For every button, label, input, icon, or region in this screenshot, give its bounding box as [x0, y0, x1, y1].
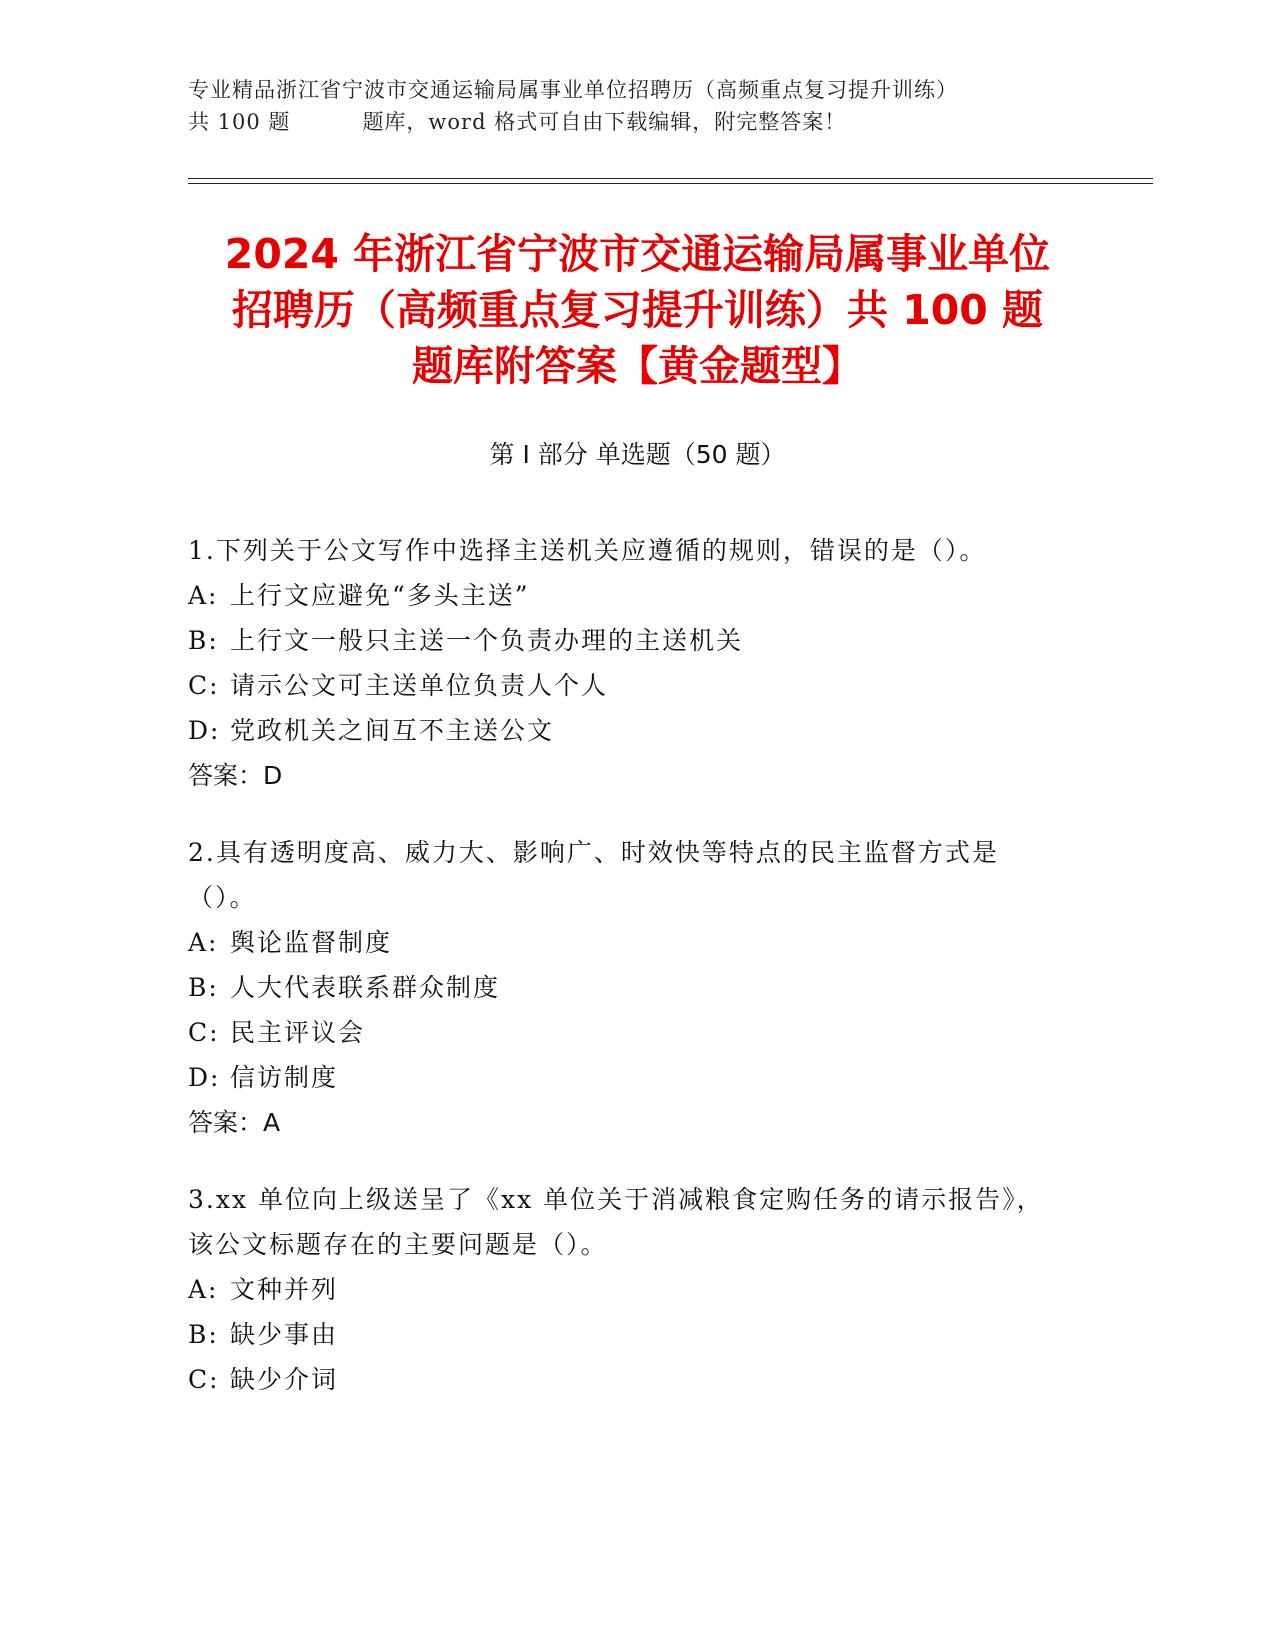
option-text: 上行文一般只主送一个负责办理的主送机关: [230, 626, 744, 655]
option-text: 上行文应避免“多头主送”: [230, 581, 530, 610]
header-line-1: 专业精品浙江省宁波市交通运输局属事业单位招聘历（高频重点复习提升训练）: [188, 78, 958, 102]
option-label: B:: [188, 973, 219, 1002]
title-line-2: 招聘历（高频重点复习提升训练）共 100 题: [231, 286, 1044, 334]
option-text: 信访制度: [230, 1063, 339, 1092]
answer-line: 答案：A: [188, 1108, 281, 1137]
option-text: 请示公文可主送单位负责人个人: [230, 671, 609, 700]
question-stem: 1.下列关于公文写作中选择主送机关应遵循的规则，错误的是（）。: [188, 536, 987, 565]
option-c: [188, 1357, 1058, 1402]
answer-line: 答案：D: [188, 761, 283, 790]
option-text: 党政机关之间互不主送公文: [230, 716, 555, 745]
question-list: [188, 528, 1058, 1434]
option-text: 文种并列: [230, 1275, 339, 1304]
header-description: 题库，word 格式可自由下载编辑，附完整答案！: [362, 110, 847, 134]
question-stem: 3.xx 单位向上级送呈了《xx 单位关于消减粮食定购任务的请示报告》，该公文标题存在的主要问题是（）。: [188, 1185, 1044, 1259]
document-header: [188, 74, 1088, 138]
option-text: 缺少事由: [230, 1320, 339, 1349]
option-label: D:: [188, 716, 221, 745]
option-text: 舆论监督制度: [230, 928, 393, 957]
header-question-count: 共 100 题: [188, 110, 291, 134]
option-a: [188, 1267, 1058, 1312]
option-label: C:: [188, 1365, 220, 1394]
option-label: A:: [188, 928, 219, 957]
document-title: [150, 226, 1125, 394]
option-c: [188, 663, 1058, 708]
question-stem: 2.具有透明度高、威力大、影响广、时效快等特点的民主监督方式是（）。: [188, 838, 999, 912]
option-label: A:: [188, 581, 219, 610]
option-label: C:: [188, 1018, 220, 1047]
option-c: [188, 1010, 1058, 1055]
question-item: [188, 528, 1058, 798]
option-a: [188, 920, 1058, 965]
question-item: [188, 830, 1058, 1145]
option-label: B:: [188, 626, 219, 655]
option-label: B:: [188, 1320, 219, 1349]
section-heading: 第 I 部分 单选题（50 题）: [489, 440, 786, 469]
option-label: A:: [188, 1275, 219, 1304]
header-line-2: [188, 106, 1088, 138]
option-d: [188, 708, 1058, 753]
header-divider-top: [188, 178, 1153, 179]
option-text: 缺少介词: [230, 1365, 339, 1394]
option-text: 人大代表联系群众制度: [230, 973, 501, 1002]
option-a: [188, 573, 1058, 618]
option-b: [188, 618, 1058, 663]
option-b: [188, 1312, 1058, 1357]
option-label: D:: [188, 1063, 221, 1092]
title-line-1: 2024 年浙江省宁波市交通运输局属事业单位: [224, 230, 1051, 278]
title-line-3: 题库附答案【黄金题型】: [412, 342, 863, 390]
question-item: [188, 1177, 1058, 1402]
option-d: [188, 1055, 1058, 1100]
option-label: C:: [188, 671, 220, 700]
header-divider-bottom: [188, 183, 1153, 184]
option-text: 民主评议会: [230, 1018, 366, 1047]
option-b: [188, 965, 1058, 1010]
